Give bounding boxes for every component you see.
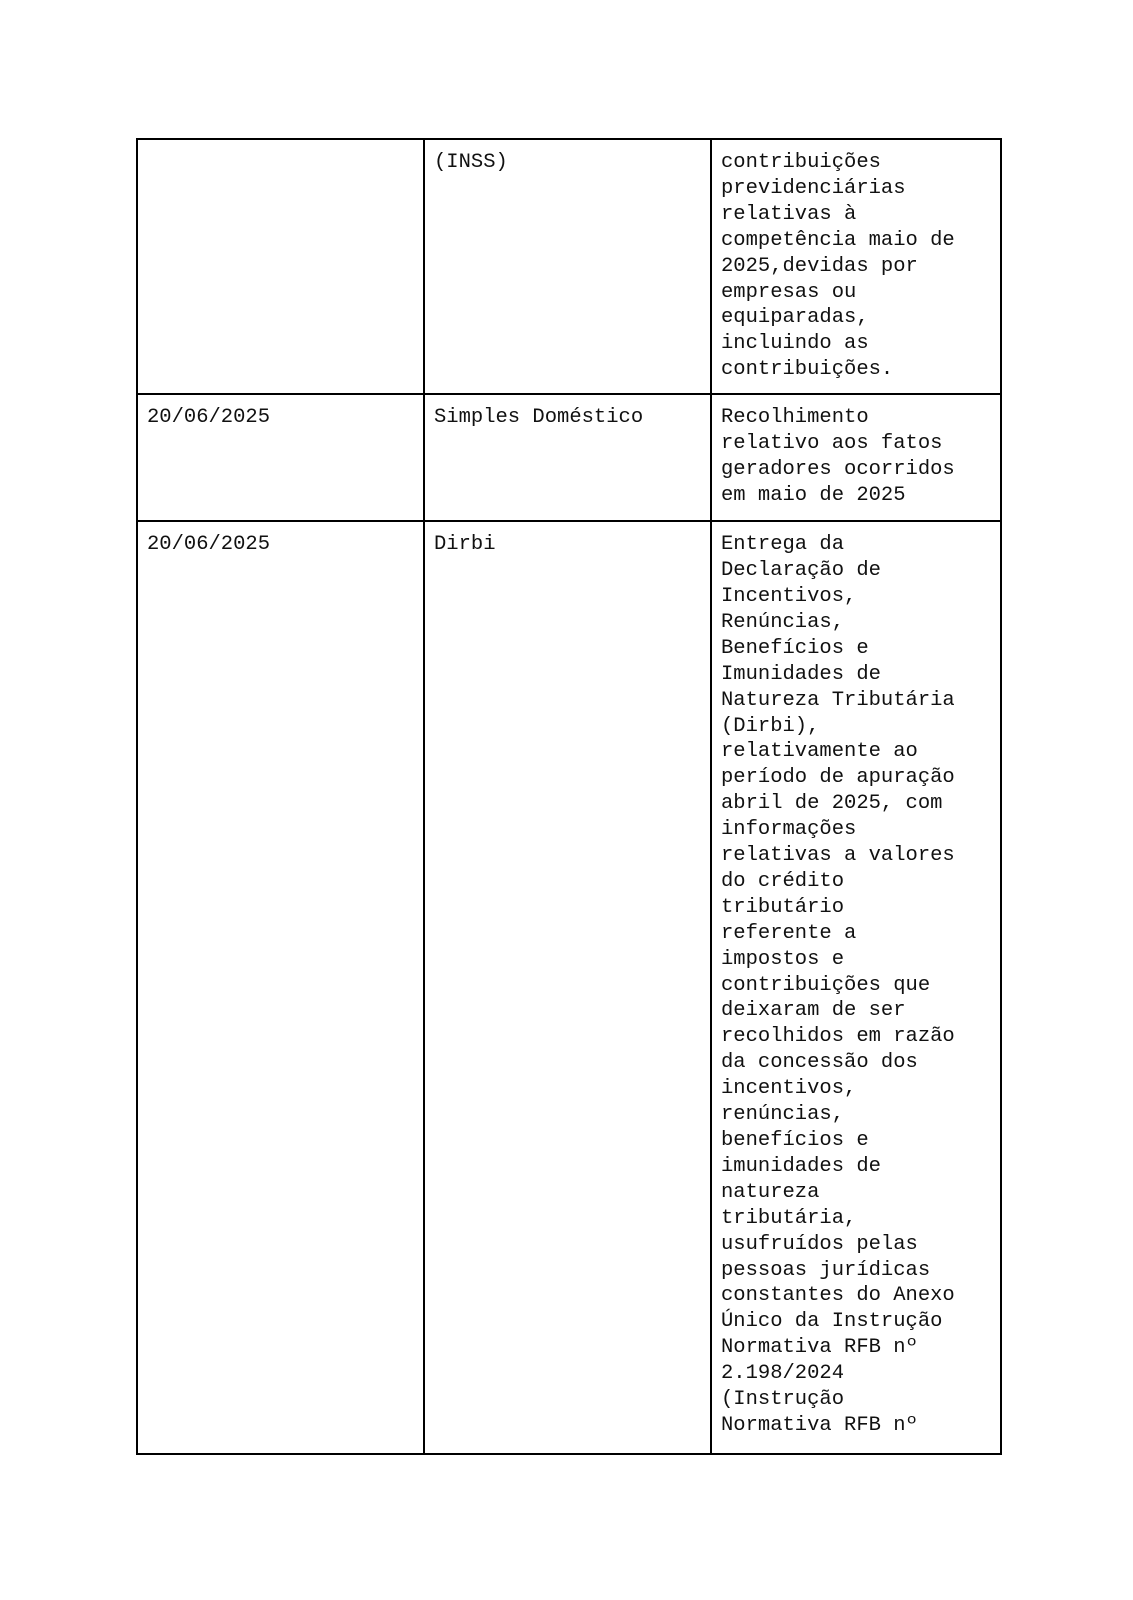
table-row	[137, 521, 1001, 1454]
tax-calendar-table	[136, 138, 1002, 1455]
date-cell: 20/06/2025	[137, 521, 424, 1454]
date-cell: 20/06/2025	[137, 394, 424, 521]
obligation-cell: Simples Doméstico	[424, 394, 711, 521]
date-cell	[137, 139, 424, 394]
obligation-cell: Dirbi	[424, 521, 711, 1454]
table-row	[137, 139, 1001, 394]
description-cell: contribuições previdenciárias relativas à competência maio de 2025,devidas por empresas ou equiparadas, incluindo as contribuições.	[711, 139, 1001, 394]
description-cell: Entrega da Declaração de Incentivos, Renúncias, Benefícios e Imunidades de Natureza Tributária (Dirbi), relativamente ao período de apuração abril de 2025, com informações relativas a valores do crédito tributário referente a impostos e contribuições que deixaram de ser recolhidos em razão da concessão dos incentivos, renúncias, benefícios e imunidades de natureza tributária, usufruídos pelas pessoas jurídicas constantes do Anexo Único da Instrução Normativa RFB nº 2.198/2024 (Instrução Normativa RFB nº	[711, 521, 1001, 1454]
table-row	[137, 394, 1001, 521]
description-cell: Recolhimento relativo aos fatos geradores ocorridos em maio de 2025	[711, 394, 1001, 521]
obligation-cell: (INSS)	[424, 139, 711, 394]
